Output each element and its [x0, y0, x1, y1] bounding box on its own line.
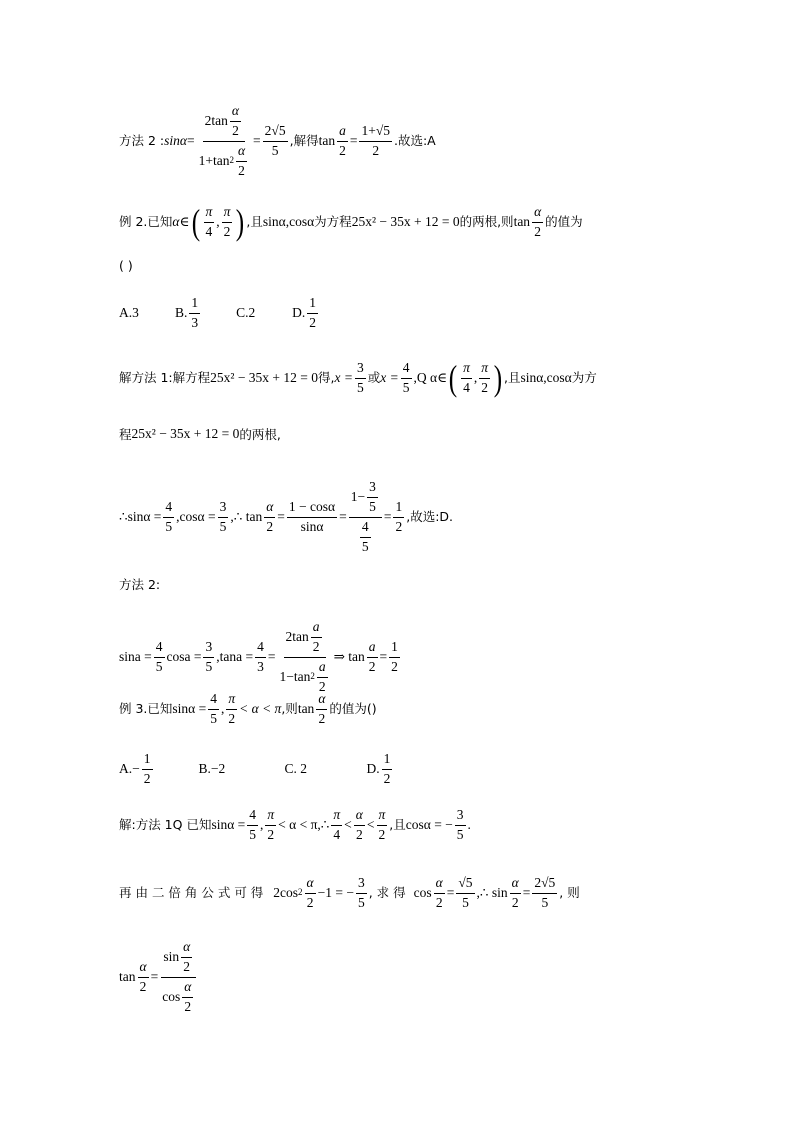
- left-paren: (: [191, 202, 200, 242]
- four-fifths: [247, 808, 258, 843]
- pi-over-four: [461, 361, 472, 396]
- a: a: [367, 640, 378, 658]
- option-b: B.−2: [198, 760, 226, 776]
- alpha: α: [230, 104, 241, 122]
- alpha-over-two: [354, 808, 365, 843]
- alpha: α: [236, 144, 247, 162]
- pi: π: [204, 205, 215, 223]
- two: 2: [267, 826, 275, 842]
- numerator: 4: [401, 361, 412, 379]
- tan: tan: [318, 132, 336, 148]
- three-fifths: [355, 361, 366, 396]
- denominator: 2: [383, 770, 391, 786]
- one-plus-tan: 1+tan: [198, 152, 230, 168]
- denominator: 5: [249, 826, 257, 842]
- equals-sign: =: [349, 132, 358, 148]
- denominator: 5: [357, 379, 364, 395]
- pi-over-four: [331, 808, 342, 843]
- denominator: 2: [391, 658, 398, 674]
- alpha-over-two: [138, 960, 149, 995]
- numerator: 1: [307, 296, 318, 314]
- numerator: 4: [208, 692, 219, 710]
- three-fifths: [218, 500, 229, 535]
- four: 4: [333, 826, 341, 842]
- option-d-fraction: [307, 296, 318, 331]
- alpha-in: α∈: [172, 213, 190, 229]
- implies-tan: ⇒ tan: [333, 648, 365, 664]
- text: ,且: [246, 214, 263, 230]
- tan: tan: [119, 968, 136, 984]
- alpha-range: < α < π,∴: [278, 816, 330, 832]
- numerator: 1+√5: [359, 124, 392, 142]
- alpha-over-two: [236, 144, 247, 179]
- equals-sign: =: [379, 648, 388, 664]
- alpha-over-two: [264, 500, 275, 535]
- numerator: 4: [154, 640, 165, 658]
- square-exponent: 2: [298, 887, 303, 898]
- example2-blank: [119, 259, 133, 273]
- because-alpha-in: ,Q α∈: [413, 369, 448, 385]
- example-label: 例 2.已知: [119, 214, 173, 230]
- three-fifths: [455, 808, 466, 843]
- pi: π: [461, 361, 472, 379]
- two-root5-over-5: [532, 876, 557, 911]
- two: 2: [266, 518, 274, 534]
- quadratic-equation: 25x² − 35x + 12 = 0: [210, 369, 319, 385]
- pi-over-two: [265, 808, 276, 843]
- equals-sign: =: [383, 508, 392, 524]
- numerator: 3: [455, 808, 466, 826]
- double-angle-tan-fraction: [277, 620, 331, 694]
- method-label: 方法 2:: [119, 577, 161, 592]
- square-exponent: 2: [310, 671, 315, 682]
- quadratic-equation: 25x² − 35x + 12 = 0: [131, 426, 240, 441]
- alpha: α: [181, 940, 192, 958]
- three-fifths: [356, 876, 367, 911]
- pi: π: [331, 808, 342, 826]
- text: 得,: [318, 370, 335, 386]
- method2-derivation: [119, 620, 402, 694]
- right-paren: ): [236, 202, 245, 242]
- two: 2: [232, 122, 239, 138]
- or-text: 或: [367, 370, 381, 386]
- sin-alpha-equals: sinα =: [211, 816, 246, 832]
- one-minus-tan: 1−tan: [279, 668, 311, 684]
- alpha-over-two: [230, 104, 241, 139]
- therefore-tan: ,∴ tan: [230, 508, 263, 524]
- pi: π: [377, 808, 388, 826]
- four-fifths: [208, 692, 219, 727]
- denominator: 3: [257, 658, 264, 674]
- method-label: 方法 2 :: [119, 133, 165, 149]
- denominator: 5: [205, 658, 213, 674]
- text: ,且: [503, 370, 521, 386]
- tan: tan: [297, 700, 315, 716]
- numerator: 3: [203, 640, 214, 658]
- text: , 求 得: [368, 885, 406, 901]
- four-fifths: [401, 361, 412, 396]
- pi-over-four: [204, 205, 215, 240]
- option-c: C. 2: [284, 760, 308, 776]
- sin-cos: sinα,cosα: [520, 369, 572, 385]
- cos-alpha-equals: ,cosα =: [176, 508, 216, 524]
- alpha: α: [264, 500, 275, 518]
- two: 2: [368, 658, 376, 674]
- a-over-two: [311, 620, 322, 655]
- equals-sign: =: [150, 968, 159, 984]
- alpha-over-two: [532, 205, 543, 240]
- two: 2: [481, 379, 488, 395]
- therefore-sin: ,∴ sin: [476, 884, 508, 900]
- a: a: [311, 620, 322, 638]
- four: 4: [463, 379, 470, 395]
- two: 2: [306, 894, 314, 910]
- square-exponent: 2: [229, 155, 234, 166]
- numerator: 4: [360, 520, 371, 538]
- a-over-two: [337, 124, 348, 159]
- two: 2: [339, 142, 346, 158]
- alpha: α: [305, 876, 316, 894]
- option-b-prefix: B.: [175, 304, 188, 320]
- example2-line: 例 2.已知 α∈ ( $\frac{\pi}{4}$ , $\frac{\pi}{2}$ ) ,且 sinα,cosα 为方程 25x² − 35x + 12 = 0 的两根,则 tan $\frac{\alpha}{2}$ 的值为: [119, 202, 583, 242]
- denominator: 5: [210, 710, 217, 726]
- denominator: 5: [357, 894, 365, 910]
- tan: tan: [513, 213, 531, 229]
- numerator: 3: [355, 361, 366, 379]
- alpha-over-two: [434, 876, 445, 911]
- pi-over-two: [377, 808, 388, 843]
- double-angle-line: [119, 876, 580, 911]
- alpha: α: [510, 876, 521, 894]
- left-paren: (: [448, 358, 458, 398]
- example3-line: 例 3.已知 sinα = $\frac{4}{5}$ , $\frac{\pi}{2}$ < α < π ,则 tan $\frac{\alpha}{2}$ 的值为(): [119, 691, 377, 726]
- alpha-over-two: [510, 876, 521, 911]
- a: a: [317, 660, 328, 678]
- two: 2: [318, 710, 326, 726]
- text: 的值为(): [329, 701, 377, 717]
- option-b-fraction: [189, 296, 200, 331]
- two: 2: [511, 894, 519, 910]
- sin-alpha-equals: sinα =: [127, 508, 162, 524]
- result-fraction-1: [263, 124, 288, 159]
- alpha-over-two: [305, 876, 316, 911]
- numerator: 1: [189, 296, 200, 314]
- sin-over-cos-fraction: [160, 940, 197, 1014]
- text: 为方: [571, 370, 597, 386]
- derivation-line: [119, 480, 453, 554]
- answer-blank: ( ): [119, 258, 133, 273]
- solution-label: 解:方法 1Q 已知: [119, 817, 212, 833]
- denominator: 3: [191, 314, 199, 330]
- pi: π: [479, 361, 490, 379]
- alpha: α: [138, 960, 149, 978]
- alpha-over-two: [182, 980, 193, 1015]
- result-fraction-2: [359, 124, 392, 159]
- two: 2: [183, 958, 191, 974]
- denominator: 5: [541, 894, 549, 910]
- denominator: 5: [369, 498, 376, 514]
- denominator: 5: [165, 518, 173, 534]
- alpha: α: [532, 205, 543, 223]
- denominator: 2: [372, 142, 380, 158]
- pi-over-two: [222, 205, 233, 240]
- four-fifths: [163, 500, 174, 535]
- text: 的值为: [545, 214, 583, 230]
- two: 2: [355, 826, 363, 842]
- four: 4: [205, 223, 213, 239]
- text: , 则: [559, 885, 580, 901]
- cos-alpha-equals: cosα = −: [405, 816, 453, 832]
- equals-sign: =: [253, 132, 261, 148]
- two: 2: [534, 223, 541, 239]
- three-fifths: [203, 640, 214, 675]
- denominator: 5: [271, 142, 279, 158]
- equals-sign: =: [267, 648, 276, 664]
- denominator: 5: [219, 518, 227, 534]
- option-a: A.3: [119, 304, 139, 320]
- alpha: α: [316, 692, 327, 710]
- two-tan: 2tan: [204, 112, 228, 128]
- three-fifths: [367, 480, 378, 515]
- solve-text: ,解得: [289, 133, 319, 149]
- two: 2: [228, 710, 236, 726]
- compound-fraction: [349, 480, 382, 554]
- method2-first-line: [119, 104, 436, 178]
- example3-options: [119, 752, 394, 787]
- sin-alpha: sinα: [164, 132, 187, 148]
- two: 2: [238, 162, 245, 178]
- equals-sign: =: [522, 884, 531, 900]
- numerator: 1: [382, 752, 393, 770]
- therefore-symbol: ∴: [119, 508, 128, 524]
- four-thirds: [255, 640, 266, 675]
- option-d-prefix: D.: [292, 304, 306, 320]
- two: 2: [378, 826, 386, 842]
- four-fifths: [360, 520, 371, 555]
- sin: sin: [163, 948, 180, 964]
- text: 再 由 二 倍 角 公 式 可 得: [119, 885, 264, 901]
- two: 2: [312, 638, 320, 654]
- period: .: [467, 816, 471, 832]
- two: 2: [139, 978, 147, 994]
- numerator: √5: [456, 876, 474, 894]
- numerator: 1: [393, 500, 404, 518]
- less-than: <: [344, 816, 352, 832]
- solution1-line2: [119, 427, 281, 442]
- pi: π: [265, 808, 276, 826]
- one-minus: 1−: [350, 488, 366, 504]
- two: 2: [435, 894, 443, 910]
- alpha: α: [354, 808, 365, 826]
- text: 为方程: [314, 214, 352, 230]
- alpha-over-two: [181, 940, 192, 975]
- less-than: <: [366, 816, 375, 832]
- two-cos: 2cos: [273, 884, 299, 900]
- pi-over-two: [479, 361, 490, 396]
- answer-text: .故选:A: [393, 133, 436, 149]
- denominator: sinα: [300, 518, 324, 534]
- denominator: 5: [155, 658, 163, 674]
- two: 2: [223, 223, 231, 239]
- option-a-fraction: [142, 752, 153, 787]
- tan-half-angle-fraction: [197, 104, 251, 178]
- numerator: 1: [389, 640, 400, 658]
- numerator: 4: [247, 808, 258, 826]
- example2-options: [119, 296, 320, 331]
- one-half: [389, 640, 400, 675]
- denominator: 2: [395, 518, 403, 534]
- two-tan: 2tan: [285, 628, 309, 644]
- equals-sign: =: [339, 508, 347, 524]
- solution1-line1: 解方法 1:解方程 25x² − 35x + 12 = 0 得, x = $\frac{3}{5}$ 或 x = $\frac{4}{5}$ ,Q α∈ ( $\frac{\pi}{4}$ , $\frac{\pi}{2}$ ) ,且 sinα,cosα 为方: [119, 358, 597, 398]
- denominator: 2: [143, 770, 151, 786]
- cos: cos: [413, 884, 432, 900]
- numerator: 1: [142, 752, 153, 770]
- sin-a-equals: sina =: [119, 648, 152, 664]
- numerator: 4: [255, 640, 266, 658]
- four-fifths: [154, 640, 165, 675]
- pi: π: [226, 692, 237, 710]
- two: 2: [318, 678, 326, 694]
- a-over-two: [317, 660, 328, 695]
- denominator: 5: [456, 826, 464, 842]
- answer-text: ,故选:D.: [406, 509, 454, 525]
- alpha-over-two: [316, 692, 327, 727]
- two: 2: [184, 998, 192, 1014]
- numerator: 3: [367, 480, 378, 498]
- text: ,且: [389, 817, 406, 833]
- denominator: 5: [361, 538, 369, 554]
- numerator: 3: [356, 876, 367, 894]
- quadratic-equation: 25x² − 35x + 12 = 0: [351, 213, 460, 229]
- sin-cos: sinα,cosα: [262, 213, 315, 229]
- solution-label: 解方法 1:解方程: [119, 370, 211, 386]
- numerator: 2√5: [532, 876, 557, 894]
- pi-over-two: [226, 692, 237, 727]
- pi: π: [222, 205, 233, 223]
- denominator: 5: [402, 379, 410, 395]
- cos-a-equals: cosa =: [166, 648, 202, 664]
- example-label: 例 3.已知: [119, 701, 173, 717]
- tan-a-equals: ,tana =: [216, 648, 254, 664]
- alpha: α: [434, 876, 445, 894]
- x-equals: x =: [380, 369, 399, 385]
- text: 程: [119, 426, 132, 442]
- x-equals: x =: [334, 369, 353, 385]
- alpha: α: [182, 980, 193, 998]
- option-d-prefix: D.: [366, 760, 380, 776]
- numerator: 1 − cosα: [287, 500, 337, 518]
- cos: cos: [162, 988, 181, 1004]
- option-d-fraction: [382, 752, 393, 787]
- a-over-two: [367, 640, 378, 675]
- text: 的两根,则: [459, 214, 514, 230]
- a: a: [337, 124, 348, 142]
- sin-alpha-equals: sinα =: [172, 700, 207, 716]
- final-tan-line: [119, 940, 199, 1014]
- option-c: C.2: [236, 304, 256, 320]
- text: ,则: [281, 701, 298, 717]
- equals-sign: =: [277, 508, 285, 524]
- equals-sign: =: [446, 884, 455, 900]
- denominator: 5: [462, 894, 469, 910]
- minus-one-equals: −1 = −: [317, 884, 354, 900]
- method2-label-line: [119, 578, 160, 592]
- half-angle-identity: [287, 500, 337, 535]
- numerator: 2√5: [263, 124, 288, 142]
- alpha-range: < α < π: [239, 700, 282, 716]
- numerator: 3: [218, 500, 229, 518]
- denominator: 2: [309, 314, 317, 330]
- text: 的两根,: [239, 426, 281, 442]
- root5-over-5: [456, 876, 474, 911]
- numerator: 4: [163, 500, 174, 518]
- one-half: [393, 500, 404, 535]
- option-a-prefix: A.−: [119, 760, 140, 776]
- equals-sign: =: [186, 132, 195, 148]
- right-paren: ): [493, 358, 503, 398]
- solution3-line: 解:方法 1Q 已知 sinα = $\frac{4}{5}$ , $\frac{\pi}{2}$ < α < π,∴ $\frac{\pi}{4}$ < $\frac{\alpha}{2}$ < $\frac{\pi}{2}$ ,且 cosα = − $\frac{3}{5}$ .: [119, 807, 471, 842]
